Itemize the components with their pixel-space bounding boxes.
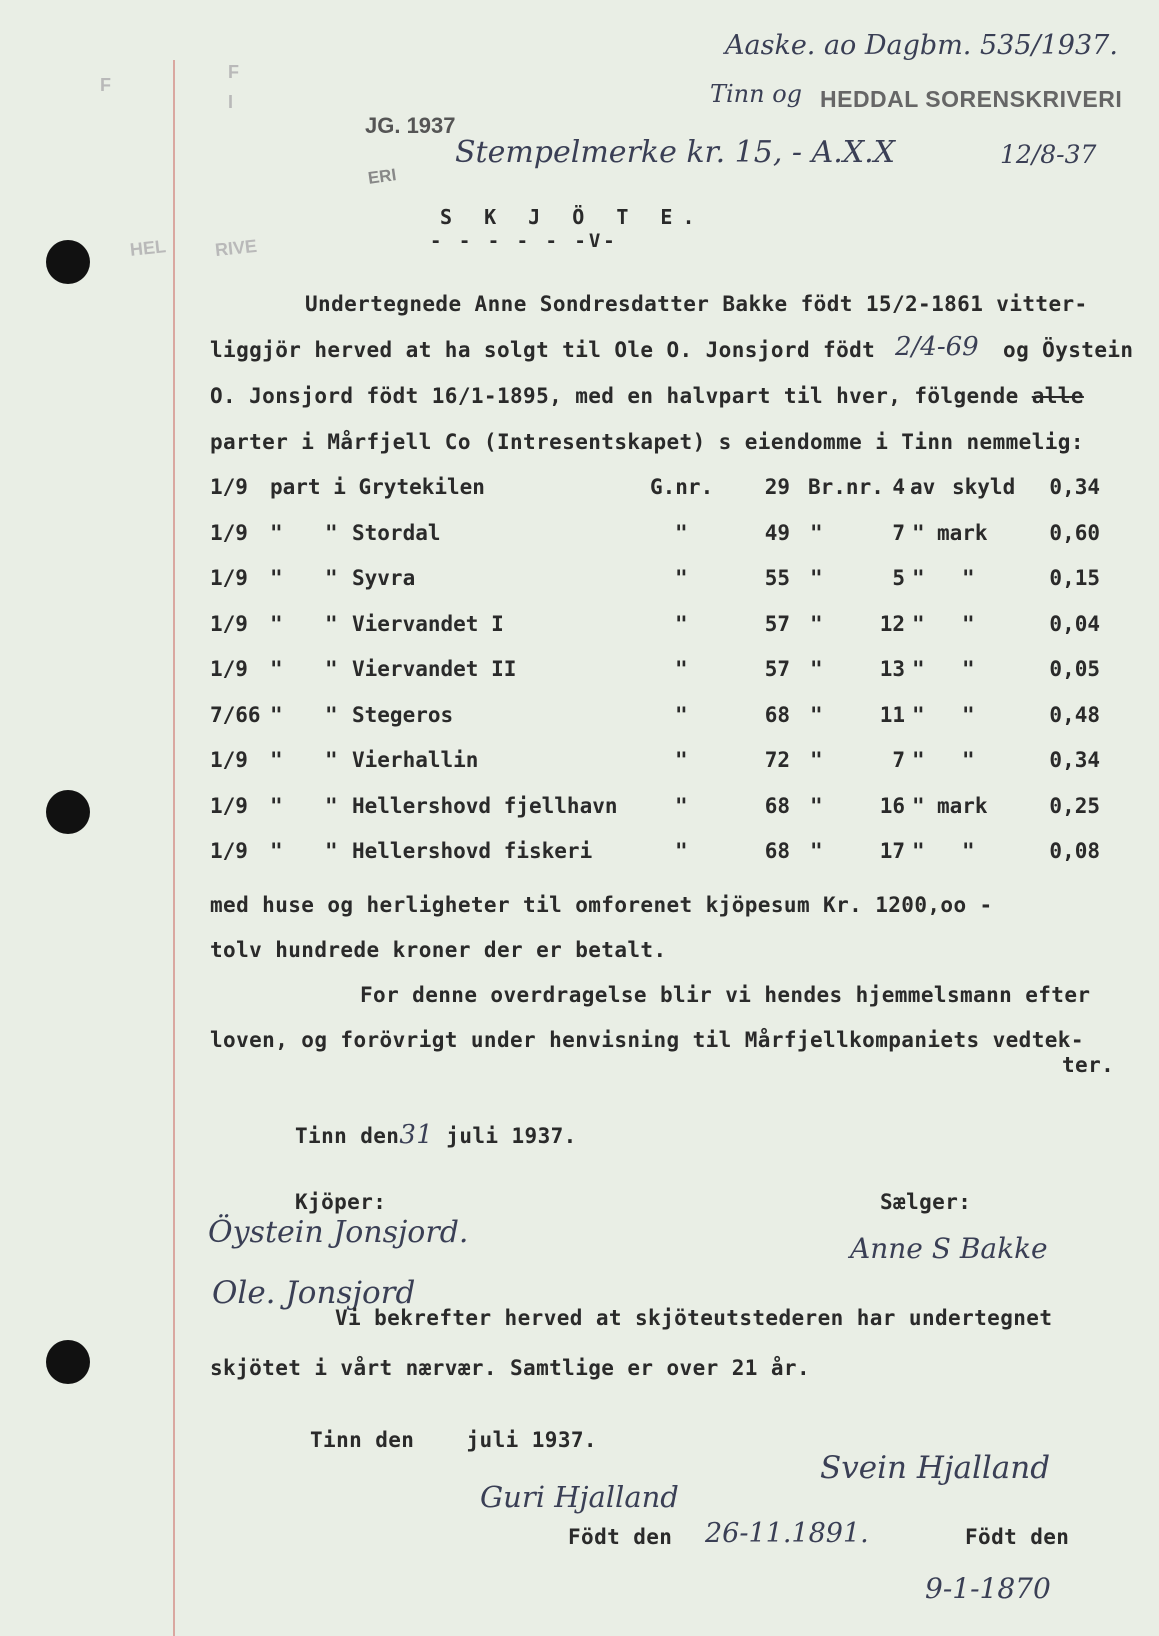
property-unit: " xyxy=(962,839,975,863)
property-gnr: 55 xyxy=(764,566,790,590)
property-value: 0,34 xyxy=(1049,748,1100,772)
ditto-mark: " xyxy=(270,839,283,863)
witness-1-born: 26-11.1891. xyxy=(705,1518,869,1549)
property-row xyxy=(210,839,1120,869)
ditto-mark: " xyxy=(675,839,688,863)
property-brnr: 16 xyxy=(879,793,905,818)
ditto-mark: " xyxy=(675,566,688,590)
intro-line-3 xyxy=(210,384,1084,408)
margin-line xyxy=(173,60,175,1636)
ditto-mark: " xyxy=(675,793,688,818)
ditto-mark: " xyxy=(270,657,283,681)
property-share: 1/9 xyxy=(210,566,248,590)
ditto-mark: " xyxy=(810,702,823,727)
faint-mark-3: I xyxy=(228,92,234,112)
struck-word: alle xyxy=(1031,384,1084,408)
property-name-text: Grytekilen xyxy=(358,475,485,499)
eri-stamp: ERI xyxy=(366,165,398,188)
property-share: 7/66 xyxy=(210,702,261,727)
witness-1-signature: Guri Hjalland xyxy=(480,1480,679,1514)
fodt-word: födt xyxy=(823,338,876,362)
property-share: 1/9 xyxy=(210,657,248,681)
ditto-mark: " xyxy=(675,702,688,727)
intro-line-2-text: liggjör herved at ha solgt til Ole O. Jonsjord xyxy=(210,338,824,362)
stamp-duty-date: 12/8-37 xyxy=(1000,140,1097,169)
property-row xyxy=(210,748,1120,778)
property-share: 1/9 xyxy=(210,839,248,863)
property-brnr: 4 xyxy=(892,475,905,499)
property-row xyxy=(210,566,1120,596)
ditto-mark: " xyxy=(325,839,338,863)
punch-hole-top xyxy=(46,240,90,284)
ditto-mark: " xyxy=(270,702,283,727)
stamp-duty-note: Stempelmerke kr. 15, - A.X.X xyxy=(455,135,896,170)
property-share: 1/9 xyxy=(210,748,248,772)
property-name: Vierhallin xyxy=(352,748,479,772)
ditto-mark: " xyxy=(810,793,823,818)
property-unit: " xyxy=(962,748,975,772)
ditto-mark: " xyxy=(325,520,338,545)
property-unit: mark xyxy=(937,793,988,818)
seller-signature: Anne S Bakke xyxy=(850,1232,1048,1265)
place-date-day: 31 xyxy=(399,1120,434,1150)
property-row xyxy=(210,612,1120,642)
property-value: 0,05 xyxy=(1049,657,1100,681)
property-unit: " xyxy=(962,702,975,727)
property-brnr: 13 xyxy=(879,657,905,681)
price-line-2: tolv hundrede kroner der er betalt. xyxy=(210,938,667,962)
property-value: 0,48 xyxy=(1049,702,1100,727)
av-header: av xyxy=(910,475,936,499)
office-stamp: HEDDAL SORENSKRIVERI xyxy=(820,86,1123,112)
property-name: Hellershovd fjellhavn xyxy=(352,793,618,818)
property-value: 0,08 xyxy=(1049,839,1100,863)
ditto-mark: " xyxy=(912,839,925,863)
property-gnr: 49 xyxy=(764,520,790,545)
ditto-mark: " xyxy=(325,793,338,818)
punch-hole-middle xyxy=(46,790,90,834)
skyld-header: skyld xyxy=(952,475,1016,499)
property-name: Viervandet II xyxy=(352,657,517,681)
ditto-mark: " xyxy=(270,793,283,818)
faint-mark-1: F xyxy=(100,75,111,95)
property-row xyxy=(210,475,1120,505)
ditto-mark: " xyxy=(675,657,688,681)
ditto-mark: " xyxy=(675,748,688,772)
property-name: Syvra xyxy=(352,566,416,590)
property-value: 0,25 xyxy=(1049,793,1100,818)
ditto-mark: " xyxy=(325,611,338,636)
property-value: 0,15 xyxy=(1049,566,1100,590)
faint-mark-2: F xyxy=(228,62,239,82)
buyer-signature-1: Öystein Jonsjord. xyxy=(208,1215,469,1250)
ditto-mark: " xyxy=(912,611,925,636)
property-gnr: 57 xyxy=(764,611,790,636)
ditto-mark: " xyxy=(810,611,823,636)
intro-line-4: parter i Mårfjell Co (Intresentskapet) s eiendomme i Tinn nemmelig: xyxy=(210,430,1084,454)
property-name: Stegeros xyxy=(352,702,454,727)
property-row xyxy=(210,794,1120,824)
ditto-mark: " xyxy=(810,520,823,545)
document-title: S K J Ö T E. xyxy=(440,205,705,229)
witness-line-2: skjötet i vårt nærvær. Samtlige er over 21 år. xyxy=(210,1356,810,1380)
property-unit: " xyxy=(962,657,975,681)
intro-line-1: Undertegnede Anne Sondresdatter Bakke födt 15/2-1861 vitter- xyxy=(305,292,1088,316)
ditto-mark: " xyxy=(912,520,925,545)
witness-date: Tinn den juli 1937. xyxy=(310,1428,597,1452)
ditto-mark: " xyxy=(810,748,823,772)
tinn-og-note: Tinn og xyxy=(710,80,803,108)
property-brnr: 5 xyxy=(892,566,905,590)
ditto-mark: " xyxy=(810,839,823,863)
ditto-mark: " xyxy=(270,748,283,772)
property-share: 1/9 xyxy=(210,611,248,636)
ditto-mark: " xyxy=(325,566,338,590)
property-gnr: 68 xyxy=(764,702,790,727)
seller-label: Sælger: xyxy=(880,1190,972,1214)
ditto-mark: " xyxy=(912,793,925,818)
intro-line-2-tail: og Öystein xyxy=(990,338,1134,362)
place-date-suffix: juli 1937. xyxy=(433,1124,577,1148)
brnr-header: Br.nr. xyxy=(808,475,884,499)
ditto-mark: " xyxy=(270,611,283,636)
property-gnr: 72 xyxy=(764,748,790,772)
title-underline: - - - - - -V- xyxy=(430,230,618,252)
ditto-mark: " xyxy=(270,520,283,545)
ditto-mark: " xyxy=(810,657,823,681)
property-value: 0,04 xyxy=(1049,611,1100,636)
property-name: Stordal xyxy=(352,520,441,545)
gnr-header: G.nr. xyxy=(650,475,714,499)
warranty-line-2: loven, og forövrigt under henvisning til Mårfjellkompaniets vedtek- xyxy=(210,1028,1084,1052)
buyer-signature-2: Ole. Jonsjord xyxy=(212,1275,416,1311)
property-value: 0,34 xyxy=(1049,475,1100,499)
property-gnr: 68 xyxy=(764,793,790,818)
ditto-mark: " xyxy=(325,748,338,772)
property-name: part i Grytekilen xyxy=(270,475,485,499)
registration-note: Aaske. ao Dagbm. 535/1937. xyxy=(725,30,1118,61)
ole-birth-handwritten: 2/4-69 xyxy=(895,332,979,362)
ditto-mark: " xyxy=(912,748,925,772)
price-line-1: med huse og herligheter til omforenet kjöpesum Kr. 1200,oo - xyxy=(210,893,993,917)
property-share: 1/9 xyxy=(210,520,248,545)
intro-line-3-text: O. Jonsjord födt 16/1-1895, med en halvpart til hver, fölgende xyxy=(210,384,1032,408)
property-row xyxy=(210,703,1120,733)
witness-line-1: Vi bekrefter herved at skjöteutstederen har undertegnet xyxy=(335,1306,1053,1330)
date-stamp: JG. 1937 xyxy=(365,113,456,138)
property-share: 1/9 xyxy=(210,475,248,499)
property-unit: " xyxy=(962,611,975,636)
property-share: 1/9 xyxy=(210,793,248,818)
property-name: Viervandet I xyxy=(352,611,504,636)
witness-1-born-label: Födt den xyxy=(568,1525,673,1549)
buyer-label: Kjöper: xyxy=(295,1190,387,1214)
property-brnr: 7 xyxy=(892,520,905,545)
place-date-prefix: Tinn den xyxy=(295,1124,400,1148)
ditto-mark: " xyxy=(325,702,338,727)
place-date xyxy=(295,1120,577,1150)
faint-stamp-2: RIVE xyxy=(214,235,258,261)
witness-2-born-label: Födt den xyxy=(965,1525,1070,1549)
witness-2-born: 9-1-1870 xyxy=(925,1572,1051,1605)
ditto-mark: " xyxy=(325,657,338,681)
property-unit: " xyxy=(962,566,975,590)
ditto-mark: " xyxy=(270,566,283,590)
ditto-mark: " xyxy=(810,566,823,590)
property-value: 0,60 xyxy=(1049,520,1100,545)
ditto-mark: " xyxy=(675,611,688,636)
property-brnr: 7 xyxy=(892,748,905,772)
ditto-mark: " xyxy=(912,657,925,681)
warranty-line-1: For denne overdragelse blir vi hendes hjemmelsmann efter xyxy=(360,983,1091,1007)
witness-2-signature: Svein Hjalland xyxy=(820,1450,1051,1486)
property-gnr: 29 xyxy=(764,475,790,499)
property-row xyxy=(210,521,1120,551)
property-brnr: 11 xyxy=(879,702,905,727)
property-gnr: 57 xyxy=(764,657,790,681)
property-brnr: 17 xyxy=(879,839,905,863)
property-unit: mark xyxy=(937,520,988,545)
ditto-mark: " xyxy=(675,520,688,545)
property-name: Hellershovd fiskeri xyxy=(352,839,593,863)
faint-stamp-1: HEL xyxy=(129,236,167,260)
property-gnr: 68 xyxy=(764,839,790,863)
ditto-mark: " xyxy=(912,702,925,727)
ditto-mark: " xyxy=(912,566,925,590)
property-brnr: 12 xyxy=(879,611,905,636)
intro-line-2 xyxy=(210,338,875,362)
punch-hole-bottom xyxy=(46,1340,90,1384)
property-row xyxy=(210,657,1120,687)
warranty-line-3: ter. xyxy=(1062,1053,1115,1077)
